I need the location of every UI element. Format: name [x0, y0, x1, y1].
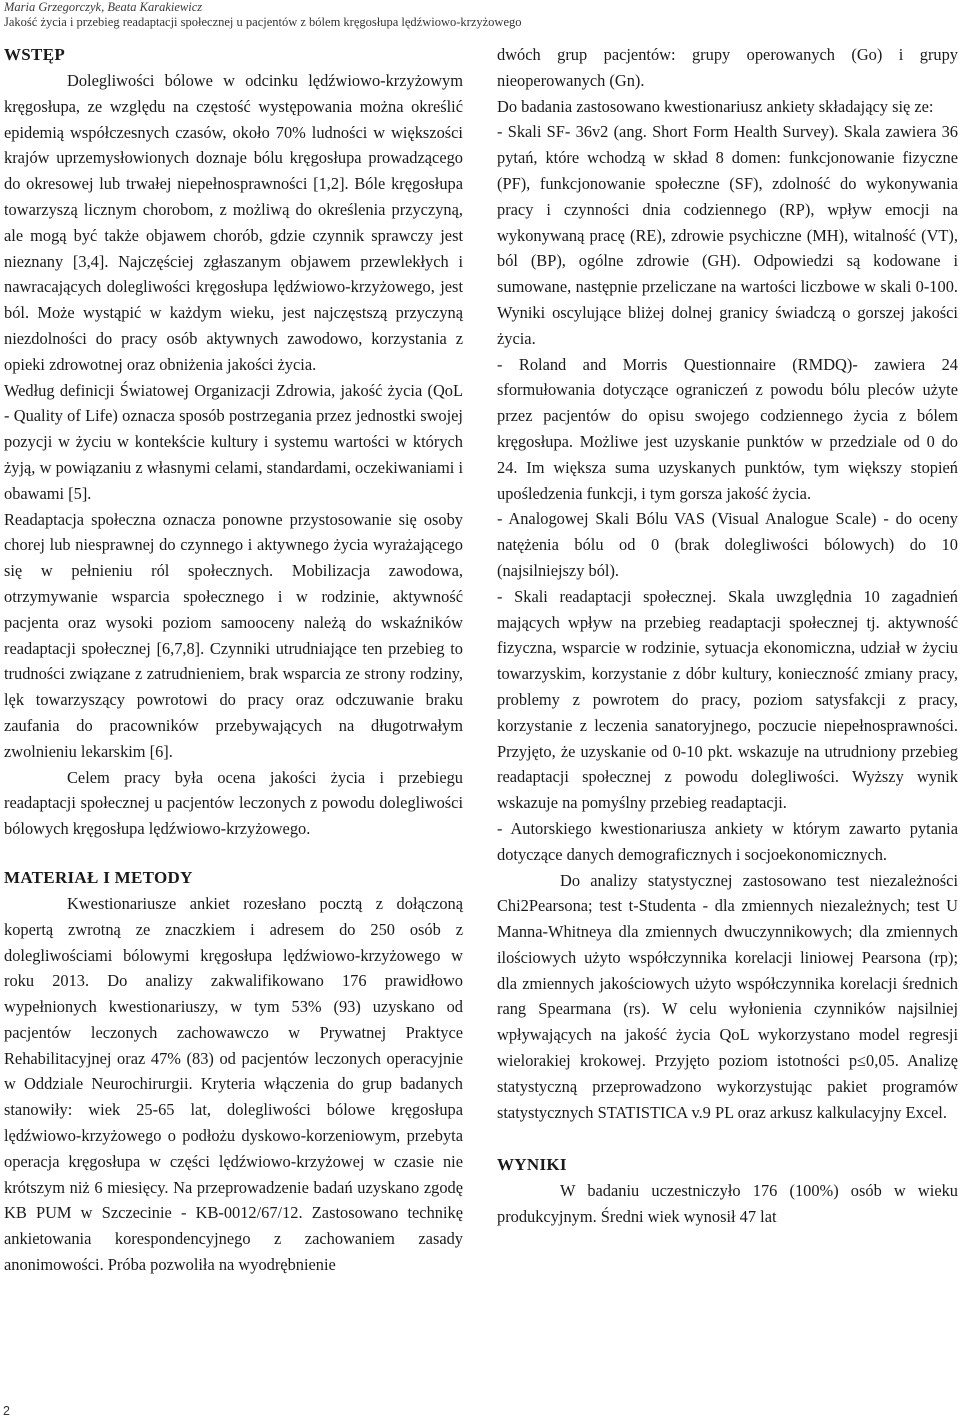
intro-paragraph-1: Dolegliwości bólowe w odcinku lędźwiowo-krzyżowym kręgosłupa, ze względu na częstość występowania można określić epidemią współczesnych czasów, około 70% ludności w większości krajów uprzemysłowionych doznaje bólu kręgosłupa prowadzącego do okresowej lub trwałej niepełnosprawności [1,2]. Bóle kręgosłupa towarzyszą licznym chorobom, z możliwą do określenia przyczyną, ale mogą być także objawem chorób, gdzie czynnik sprawczy jest nieznany [3,4]. Najczęściej zgłaszanym objawem przewlekłych i nawracających dolegliwości kręgosłupa lędźwiowo-krzyżowego, jest ból. Może wystąpić w każdym wieku, jest najczęstszą przyczyną niezdolności do pracy osób aktywnych zawodowo, korzystania z opieki zdrowotnej oraz obniżenia jakości życia. [4, 71, 463, 374]
right-column [497, 42, 958, 1230]
running-header-authors: Maria Grzegorczyk, Beata Karakiewicz [4, 0, 203, 14]
sf36-scale-paragraph: - Skali SF- 36v2 (ang. Short Form Health Survey). Skala zawiera 36 pytań, które wchodzą w skład 8 domen: funkcjonowanie fizyczne (PF), funkcjonowanie społeczne (SF), zdolność do wykonywania pracy i czynności dnia codziennego (RP), wpływ emocji na wykonywaną pracę (RE), zdrowie psychiczne (MH), witalność (VT), ból (BP), ogólne zdrowie (GH). Odpowiedzi są kodowane i sumowane, następnie przeliczane na wartości liczbowe w skali 0-100. Wyniki oscylujące bliżej dolnej granicy świadczą o gorszej jakości życia. [497, 122, 958, 348]
methods-paragraph: Kwestionariusze ankiet rozesłano pocztą z dołączoną kopertą zwrotną ze znaczkiem i adresem do 250 osób z dolegliwościami bólowymi kręgosłupa lędźwiowo-krzyżowego w roku 2013. Do analizy zakwalifikowano 176 prawidłowo wypełnionych kwestionariuszy, w tym 53% (93) uzyskano od pacjentów leczonych zachowawczo w Prywatnej Praktyce Rehabilitacyjnej oraz 47% (83) od pacjentów leczonych operacyjnie w Oddziale Neurochirurgii. Kryteria włączenia do grup badanych stanowiły: wiek 25-65 lat, dolegliwości bólowe kręgosłupa lędźwiowo-krzyżowego o podłożu dyskowo-korzeniowym, przebyta operacja kręgosłupa w części lędźwiowo-krzyżowej w czasie nie krótszym niż 6 miesięcy. Na przeprowadzenie badań uzyskano zgodę KB PUM w Szczecinie - KB-0012/67/12. Zastosowano technikę ankietowania korespondencyjnego z zachowaniem zasady anonimowości. Próba pozwoliła na wyodrębnienie [4, 893, 463, 1275]
running-header-title: Jakość życia i przebieg readaptacji społecznej u pacjentów z bólem kręgosłupa lędźwiowo-krzyżowego [4, 15, 522, 29]
page-number: 2 [3, 1404, 10, 1418]
questionnaire-intro-paragraph: Do badania zastosowano kwestionariusz ankiety składający się ze: [497, 96, 934, 116]
section-heading-introduction: WSTĘP [4, 45, 66, 64]
intro-paragraph-2: Według definicji Światowej Organizacji Zdrowia, jakość życia (QoL - Quality of Life) oznacza sposób postrzegania przez jednostki swojej pozycji w życiu w kontekście kultury i systemu wartości w których żyją, w powiązaniu z własnymi celami, standardami, oczekiwaniami i obawami [5]. [4, 380, 463, 503]
vas-scale-paragraph: - Analogowej Skali Bólu VAS (Visual Analogue Scale) - do oceny natężenia bólu od 0 (brak dolegliwości bólowych) do 10 (najsilniejszy ból). [497, 509, 958, 580]
section-heading-methods: MATERIAŁ I METODY [4, 867, 193, 887]
left-column [4, 42, 463, 1278]
rmdq-paragraph: - Roland and Morris Questionnaire (RMDQ)- zawiera 24 sformułowania dotyczące ograniczeń z powodu bólu pleców użyte przez pacjentów do opisu swojego codziennego życia z bólem kręgosłupa. Możliwe jest uzyskanie punktów w przedziale od 0 do 24. Im większa suma uzyskanych punktów, tym większy stopień upośledzenia funkcji, i tym gorsza jakość życia. [497, 354, 958, 503]
intro-paragraph-3: Readaptacja społeczna oznacza ponowne przystosowanie się osoby chorej lub niesprawnej do czynnego i aktywnego życia wyrażającego się w pełnieniu ról społecznych. Mobilizacja zawodowa, otrzymywanie wsparcia społecznego i w rodzinie, aktywność pacjenta oraz wysoki poziom samooceny należą do wskaźników readaptacji społecznej [6,7,8]. Czynniki utrudniające ten przebieg to trudności związane z zatrudnieniem, brak wsparcia ze strony rodziny, lęk towarzyszący powrotowi do pracy oraz odczuwanie braku zaufania do pracowników przebywających na długotrwałym zwolnieniu lekarskim [6]. [4, 509, 463, 761]
readaptation-scale-paragraph: - Skali readaptacji społecznej. Skala uwzględnia 10 zagadnień mających wpływ na przebieg readaptacji społecznej tj. aktywność fizyczna, wsparcie w rodzinie, sytuacja ekonomiczna, udział w życiu towarzyskim, korzystanie z dóbr kultury, konieczność zmiany pracy, problemy z powrotem do pracy, poziom satysfakcji z pracy, korzystanie z leczenia sanatoryjnego, poczucie niepełnosprawności. Przyjęto, że uzyskanie od 0-10 pkt. wskazuje na utrudniony przebieg readaptacji społecznej z powodu dolegliwości. Wyższy wynik wskazuje na pomyślny przebieg readaptacji. [497, 586, 958, 813]
results-paragraph: W badaniu uczestniczyło 176 (100%) osób w wieku produkcyjnym. Średni wiek wynosił 47 lat [497, 1181, 958, 1227]
methods-continuation-paragraph: dwóch grup pacjentów: grupy operowanych (Go) i grupy nieoperowanych (Gn). [497, 45, 958, 90]
running-header [4, 0, 944, 30]
section-heading-results: WYNIKI [497, 1155, 567, 1175]
statistics-paragraph: Do analizy statystycznej zastosowano test niezależności Chi2Pearsona; test t-Studenta - dla zmiennych niezależnych; test U Manna-Whitneya dla zmiennych dwuczynnikowych; dla zmiennych ilościowych użyto współczynnika korelacji liniowej Pearsona (rp); dla zmiennych jakościowych użyto współczynnika korelacji średnich rang Spearmana (rs). W celu wyłonienia czynników najsilniej wpływających na jakość życia QoL wykorzystano model regresji wielorakiej krokowej. Przyjęto poziom istotności p≤0,05. Analizę statystyczną przeprowadzono wykorzystując pakiet programów statystycznych STATISTICA v.9 PL oraz arkusz kalkulacyjny Excel. [497, 870, 958, 1122]
intro-paragraph-aim: Celem pracy była ocena jakości życia i przebiegu readaptacji społecznej u pacjentów leczonych z powodu dolegliwości bólowych kręgosłupa lędźwiowo-krzyżowego. [4, 767, 463, 839]
author-questionnaire-paragraph: - Autorskiego kwestionariusza ankiety w którym zawarto pytania dotyczące danych demograficznych i socjoekonomicznych. [497, 818, 958, 864]
